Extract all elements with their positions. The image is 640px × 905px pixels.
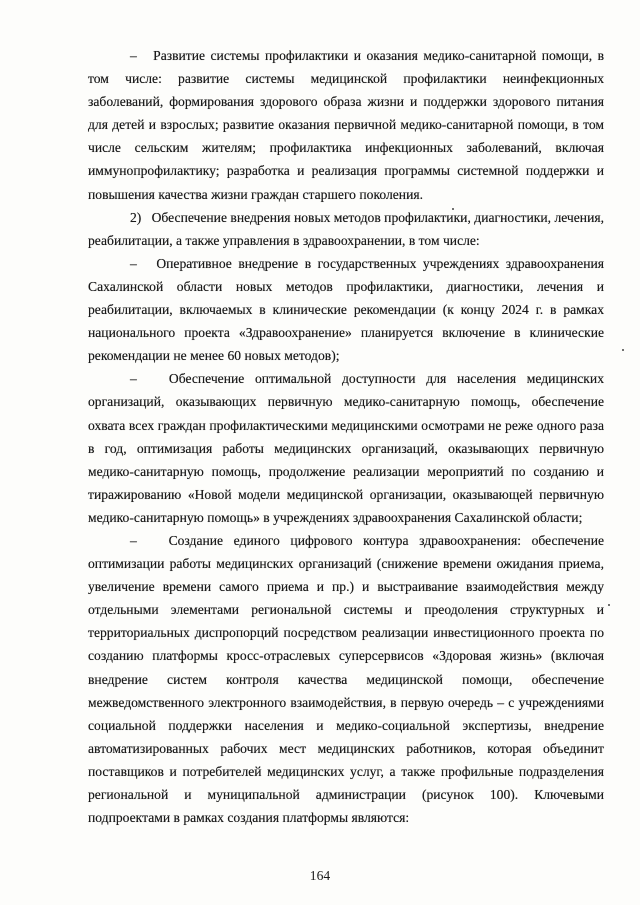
- scan-speck: [608, 604, 610, 606]
- document-body: [88, 44, 604, 829]
- paragraph-availability: – Обеспечение оптимальной доступности для населения медицинских организаций, оказывающих первичную медико-санитарную помощь, обеспечение охвата всех граждан профилактическими медицинскими осмотрами не реже одного раза в год, оптимизация работы медицинских организаций, оказывающих первичную медико-санитарную помощь, продолжение реализации мероприятий по созданию и тиражированию «Новой модели медицинской организации, оказывающей первичную медико-санитарную помощь» в учреждениях здравоохранения Сахалинской области;: [88, 371, 604, 525]
- scan-speck: [622, 349, 624, 351]
- paragraph-operative-implementation: – Оперативное внедрение в государственных учреждениях здравоохранения Сахалинской области новых методов профилактики, диагностики, лечения и реабилитации, включаемых в клинические рекомендации (к концу 2024 г. в рамках национального проекта «Здравоохранение» планируется включение в клинические рекомендации не менее 60 новых методов);: [88, 255, 604, 364]
- paragraph-digital-contour: – Создание единого цифрового контура здравоохранения: обеспечение оптимизации работы медицинских организаций (снижение времени ожидания приема, увеличение времени самого приема и пр.) и выстраивание взаимодействия между отдельными элементами региональной системы и преодоления структурных и территориальных диспропорций посредством реализации инвестиционного проекта по созданию платформы кросс-отраслевых суперсервисов «Здоровая жизнь» (включая внедрение систем контроля качества медицинской помощи, обеспечение межведомственного электронного взаимодействия, в первую очередь – с учреждениями социальной поддержки населения и медико-социальной экспертизы, внедрение автоматизированных рабочих мест медицинских работников, которая объединит поставщиков и потребителей медицинских услуг, а также профильные подразделения региональной и муниципальной администрации (рисунок 100). Ключевыми подпроектами в рамках создания платформы являются:: [88, 532, 604, 826]
- page-number: 164: [309, 868, 331, 883]
- scan-speck: [452, 208, 454, 210]
- paragraph-prevention-development: – Развитие системы профилактики и оказания медико-санитарной помощи, в том числе: развитие системы медицинской профилактики неинфекционных заболеваний, формирования здорового образа жизни и поддержки здорового питания для детей и взрослых; развитие оказания первичной медико-санитарной помощи, в том числе сельским жителям; профилактика инфекционных заболеваний, включая иммунопрофилактику; разработка и реализация программы системной поддержки и повышения качества жизни граждан старшего поколения.: [88, 48, 604, 202]
- paragraph-new-methods-intro: 2) Обеспечение внедрения новых методов профилактики, диагностики, лечения, реабилитации, а также управления в здравоохранении, в том числе:: [88, 209, 604, 248]
